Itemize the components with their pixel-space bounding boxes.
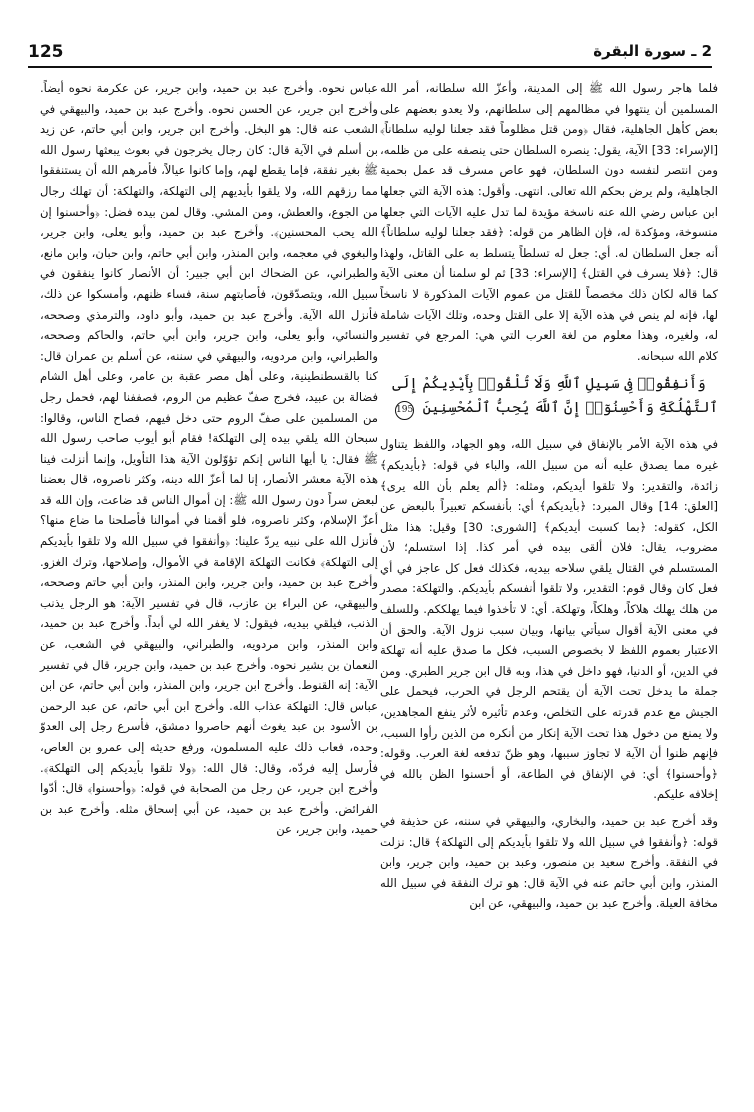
right-column (380, 78, 718, 914)
running-header (28, 40, 712, 68)
commentary-paragraph-4: عباس نحوه. وأخرج عبد بن حميد، وابن جرير، عن عكرمة نحوه أيضاً. وأخرج ابن جرير، عن الحسن نحوه. وأخرج عبد بن حميد، والبيهقي في الشعب عنه قال: هو البخل. وأخرج ابن جرير، وابن أبي حاتم، عن زيد بن أسلم في الآية قال: كان رجال يخرجون في بعوث يبعثها رسول الله ﷺ بغير نفقة، فإما يقطع لهم، وإما كانوا عيالاً، فأمرهم الله أن يستنفقوا مما رزقهم الله، ولا يلقوا بأيديهم إلى التهلكة، والتهلكة: أن تهلك رجال من الجوع، والعطش، ومن المشي. وقال لمن بيده فضل: ﴿وأحسنوا إن الله يحب المحسنين﴾. وأخرج عبد بن حميد، وأبو يعلى، وابن جرير، والبغوي في معجمه، وابن المنذر، وابن أبي حاتم، وابن حبان، وابن مانع، والطبراني، عن الضحاك ابن أبي جبير: أن الأنصار كانوا ينفقون في سبيل الله، ويتصدّقون، فأصابتهم سنة، فساء ظنهم، وأمسكوا عن ذلك، فأنزل الله الآية. وأخرج عبد بن حميد، وأبو داود، والترمذي وصححه، والنسائي، وأبو يعلى، وابن جرير، وابن أبي حاتم، والحاكم وصححه، والطبراني، وابن مردويه، والبيهقي في سننه، عن أسلم بن عمران قال: كنا بالقسطنطينية، وعلى أهل مصر عقبة بن عامر، وعلى أهل الشام فضالة بن عبيد، فخرج صفّ عظيم من الروم، فصففنا لهم، فحمل رجل من المسلمين على صفّ الروم حتى دخل فيهم، فصاح الناس، وقالوا: سبحان الله يلقي بيده إلى التهلكة! فقام أبو أيوب صاحب رسول الله ﷺ فقال: يا أيها الناس إنكم تؤوّلون الآية هذا التأويل، وإنما أنزلت فينا هذه الآية معشر الأنصار، إنا لما أعزّ الله دينه، وكثر ناصروه، قال بعضنا لبعض سراً دون رسول الله ﷺ: إن أموال الناس قد ضاعت، وإن الله قد أعزّ الإسلام، وكثر ناصروه، فلو أقمنا في أموالنا فأصلحنا ما ضاع منها؟ فأنزل الله على نبيه يردّ علينا: ﴿وأنفقوا في سبيل الله ولا تلقوا بأيديكم إلى التهلكة﴾ فكانت التهلكة الإقامة في الأموال، وإصلاحها، وترك الغزو. وأخرج عبد بن حميد، وابن جرير، وابن المنذر، وابن أبي حاتم وصححه، والبيهقي، عن البراء بن عازب، قال في تفسير الآية: هو الرجل يذنب الذنب، فيلقي بيديه، فيقول: لا يغفر الله لي أبداً. وأخرج عبد بن حميد، وابن المنذر، وابن مردويه، والطبراني، والبيهقي في الشعب، عن النعمان بن بشير نحوه. وأخرج عبد بن حميد، وابن جرير، قال في تفسير الآية: إنه القنوط. وأخرج ابن جرير، وابن المنذر، وابن أبي حاتم، عن ابن عباس قال: التهلكة عذاب الله. وأخرج ابن أبي حاتم، عن عبد الرحمن بن الأسود بن عبد يغوث أنهم حاصروا دمشق، فأسرع رجل إلى العدوّ وحده، فعاب ذلك عليه المسلمون، ورفع حديثه إلى عمرو بن العاص، فأرسل إليه فردّه، وقال: قال الله: ﴿ولا تلقوا بأيديكم إلى التهلكة﴾. وأخرج ابن جرير، عن رجل من الصحابة في قوله: ﴿وأحسنوا﴾ قال: أدّوا الفرائض. وأخرج عبد بن حميد، عن أبي إسحاق مثله. وأخرج عبد بن حميد، وابن جرير، عن (40, 81, 378, 837)
commentary-paragraph-2: في هذه الآية الأمر بالإنفاق في سبيل الله، وهو الجهاد، واللفظ يتناول غيره مما يصدق عليه أنه من سبيل الله، والباء في قوله: ﴿بأيديكم﴾ زائدة، والتقدير: ولا تلقوا أيديكم، ومثله: ﴿ألم يعلم بأن الله يرى﴾ [العلق: 14] وقال المبرد: ﴿بأيديكم﴾ أي: بأنفسكم تعبيراً بالبعض عن الكل، كقوله: ﴿بما كسبت أيديكم﴾ [الشورى: 30] وقيل: هذا مثل مضروب، يقال: فلان ألقى بيده في أمر كذا. إذا استسلم؛ لأن المستسلم في القتال يلقي سلاحه بيديه، فكذلك فعل كل عاجز في أي فعل كان وقال قوم: التقدير، ولا تلقوا أنفسكم بأيديكم. والتهلكة: مصدر من هلك يهلك هلاكاً، وهلكاً، وتهلكة. أي: لا تأخذوا فيما يهلككم. وللسلف في معنى الآية أقوال سيأتي بيانها، وبيان سبب نزول الآية. والحق أن الاعتبار بعموم اللفظ لا بخصوص السبب، فكل ما صدق عليه أنه تهلكة في الدين، أو الدنيا، فهو داخل في هذا، وبه قال ابن جرير الطبري. ومن جملة ما يدخل تحت الآية أن يقتحم الرجل في الحرب، فيحمل على الجيش مع عدم قدرته على التخلص، وعدم تأثيره لأثر ينفع المجاهدين، ولا يمنع من دخول هذا تحت الآية إنكار من أنكره من الذين رأوا السبب، فإنهم ظنوا أن الآية لا تجاوز سببها، وهو ظنّ تدفعه لغة العرب. وقوله: ﴿وأحسنوا﴾ أي: في الإنفاق في الطاعة، أو أحسنوا الظن بالله في إخلافه عليكم. (380, 437, 719, 802)
surah-title: 2 ـ سورة البقرة (593, 42, 712, 60)
commentary-paragraph-3: وقد أخرج عبد بن حميد، والبخاري، والبيهقي في سننه، عن حذيفة في قوله: ﴿وأنفقوا في سبيل الله ولا تلقوا بأيديكم إلى التهلكة﴾ قال: نزلت في النفقة. وأخرج سعيد بن منصور، وعبد بن حميد، وابن جرير، وابن المنذر، وابن أبي حاتم عنه في الآية قال: هو ترك النفقة في سبيل الله مخافة العيلة. وأخرج عبد بن حميد، والبيهقي، عن ابن (380, 814, 718, 911)
verse-number-marker: 195 (395, 401, 414, 420)
quran-verse (380, 372, 718, 420)
left-column (40, 78, 378, 840)
verse-text: وَأَنفِقُوا۟ فِى سَبِيلِ ٱللَّهِ وَلَا تُلْقُوا۟ بِأَيْدِيكُمْ إِلَى ٱلتَّهْلُكَةِ وَأَحْسِنُوٓا۟ إِنَّ ٱللَّهَ يُحِبُّ ٱلْمُحْسِنِينَ (392, 376, 718, 417)
commentary-paragraph-1: فلما هاجر رسول الله ﷺ إلى المدينة، وأعزّ الله سلطانه، أمر الله المسلمين أن ينتهوا في مظالمهم إلى سلطانهم، ولا يعدو بعضهم على بعض كأهل الجاهلية، فقال ﴿ومن قتل مظلوماً فقد جعلنا لوليه سلطاناً﴾ [الإسراء: 33] الآية، يقول: ينصره السلطان حتى ينصفه على من ظلمه، ومن انتصر لنفسه دون السلطان، فهو عاص مسرف قد عمل بحمية الجاهلية، ولم يرض بحكم الله تعالى. انتهى. وأقول: هذه الآية التي جعلها ابن عباس رضي الله عنه ناسخة مؤيدة لما تدل عليه الآيات التي جعلها منسوخة، ومؤكدة له، فإن الظاهر من قوله: ﴿فقد جعلنا لوليه سلطاناً﴾ أنه جعل السلطان له. أي: جعل له تسلطاً يتسلط به على القاتل، ولهذا قال: ﴿فلا يسرف في القتل﴾ [الإسراء: 33] ثم لو سلمنا أن معنى الآية كما قاله لكان ذلك مخصصاً للقتل من عموم الآيات المذكورة لا ناسخاً لها، فإنه لم ينص في هذه الآية إلا على القتل وحده، وتلك الآيات شاملة له، ولغيره، وهذا معلوم من لغة العرب التي هي: المرجع في تفسير كلام الله سبحانه. (380, 81, 719, 363)
page-number: 125 (28, 42, 64, 62)
